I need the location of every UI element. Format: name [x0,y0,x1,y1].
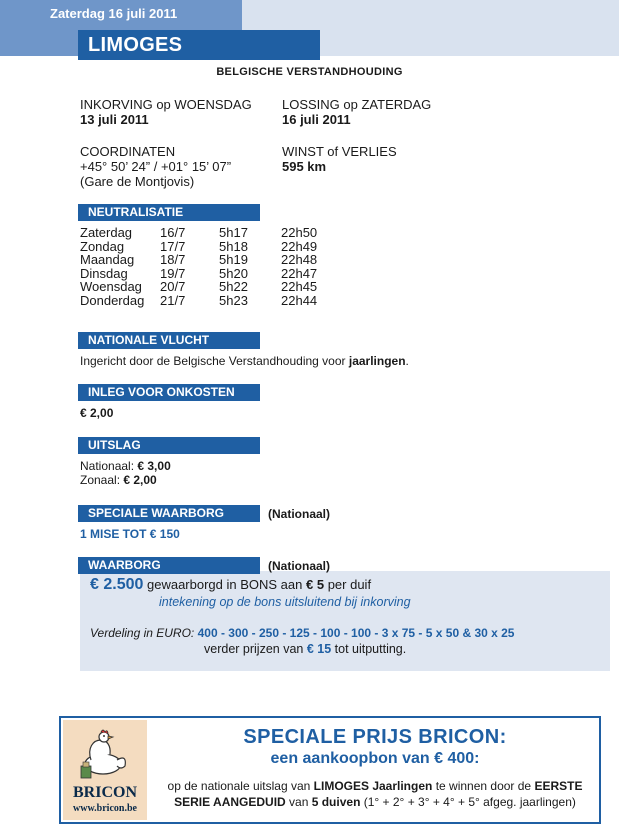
coordinaten-value: +45° 50’ 24” / +01° 15’ 07” [80,159,232,174]
bricon-t5: SERIE AANGEDUID [174,795,286,809]
hen-icon [77,726,133,782]
bricon-t8: (1° + 2° + 3° + 4° + 5° afgeg. jaarlingen) [360,795,576,809]
neutralisatie-table [80,226,361,308]
neutralisatie-row [80,267,361,281]
uitslag-heading: UITSLAG [78,437,260,454]
neutralisatie-date: 16/7 [160,225,186,240]
waarborg-note: (Nationaal) [268,559,331,573]
neutralisatie-end: 22h49 [281,238,318,254]
neutralisatie-date: 21/7 [160,292,186,308]
neutralisatie-start: 5h22 [219,279,248,295]
waarborg-amount: € 2.500 [90,576,144,593]
speciale-waarborg-value: 1 MISE TOT € 150 [80,527,180,541]
lossing-block [282,97,431,127]
uitslag-zonaal-label: Zonaal: [80,473,124,487]
waarborg-line1c: per duif [324,577,372,592]
issue-date: Zaterdag 16 juli 2011 [50,6,178,21]
bricon-t6: van [285,795,312,809]
bricon-t3: te winnen door de [432,779,535,793]
page-title: LIMOGES JAARLINGEN [78,30,320,60]
neutralisatie-date: 19/7 [160,265,186,281]
neutralisatie-end: 22h50 [281,225,318,240]
nationale-text-after: . [405,354,409,368]
bricon-t1: op de nationale uitslag van [167,779,314,793]
nationale-text-bold: jaarlingen [348,354,406,368]
bricon-promo-box [59,716,601,824]
inkorving-label: INKORVING op WOENSDAG [80,97,252,112]
waarborg-heading: WAARBORG [78,557,260,574]
neutralisatie-end: 22h45 [281,279,318,295]
uitslag-nationaal-value: € 3,00 [137,459,171,473]
speciale-waarborg-note: (Nationaal) [268,507,331,521]
neutralisatie-start: 5h19 [219,252,248,268]
neutralisatie-day: Zaterdag [80,225,133,240]
lossing-date: 16 juli 2011 [282,112,351,127]
neutralisatie-day: Woensdag [80,279,142,295]
inleg-heading: INLEG VOOR ONKOSTEN [78,384,260,401]
winst-block [282,144,397,174]
inkorving-block [80,97,252,127]
neutralisatie-day: Dinsdag [80,265,128,281]
neutralisatie-start: 5h20 [219,265,248,281]
neutralisatie-heading: NEUTRALISATIE [78,204,260,221]
neutralisatie-row [80,294,361,308]
neutralisatie-end: 22h48 [281,252,318,268]
neutralisatie-start: 5h17 [219,225,248,240]
verdeling-values: 400 - 300 - 250 - 125 - 100 - 100 - 3 x 75 - 5 x 50 & 30 x 25 [197,626,515,640]
uitslag-zonaal-value: € 2,00 [123,473,157,487]
winst-label: WINST of VERLIES [282,144,397,159]
winst-value: 595 km [282,159,327,174]
waarborg-line1b: € 5 [306,577,325,592]
neutralisatie-row [80,226,361,240]
verdeling-label: Verdeling in EURO: [90,626,198,640]
waarborg-verdeling [90,626,514,640]
inleg-value: € 2,00 [80,406,114,420]
neutralisatie-day: Maandag [80,252,135,268]
waarborg-line2: intekening op de bons uitsluitend bij inkorving [159,595,411,609]
nationale-text-before: Ingericht door de Belgische Verstandhouding voor [80,354,349,368]
bricon-t4: EERSTE [534,779,583,793]
bricon-text [153,778,597,810]
uitslag-values [80,459,171,487]
bricon-title: SPECIALE PRIJS BRICON: [243,726,507,748]
coordinaten-block [80,144,231,189]
uitslag-nationaal-label: Nationaal: [80,459,138,473]
neutralisatie-date: 20/7 [160,279,186,295]
neutralisatie-row [80,280,361,294]
neutralisatie-row [80,240,361,254]
neutralisatie-end: 22h47 [281,265,318,281]
bricon-logo-url: www.bricon.be [73,803,137,814]
neutralisatie-date: 17/7 [160,238,186,254]
nationale-vlucht-heading: NATIONALE VLUCHT [78,332,260,349]
verder-b: € 15 [306,642,332,656]
waarborg-line1 [90,576,371,594]
bricon-t7: 5 duiven [311,795,361,809]
waarborg-verder [204,642,406,656]
bricon-subtitle: een aankoopbon van € 400: [270,750,480,767]
inkorving-date: 13 juli 2011 [80,112,149,127]
organizer-subtitle: BELGISCHE VERSTANDHOUDING [216,66,403,78]
neutralisatie-start: 5h18 [219,238,248,254]
bricon-logo-name: BRICON [72,784,137,801]
waarborg-line1a: gewaarborgd in BONS aan [143,577,306,592]
coordinaten-place: (Gare de Montjovis) [80,174,195,189]
lossing-label: LOSSING op ZATERDAG [282,97,432,112]
verder-c: tot uitputting. [331,642,407,656]
bricon-logo [63,720,147,820]
neutralisatie-date: 18/7 [160,252,186,268]
verder-a: verder prijzen van [204,642,307,656]
neutralisatie-start: 5h23 [219,292,248,308]
speciale-waarborg-heading: SPECIALE WAARBORG [78,505,260,522]
neutralisatie-day: Donderdag [80,292,145,308]
neutralisatie-day: Zondag [80,238,125,254]
neutralisatie-end: 22h44 [281,292,318,308]
bricon-t2: LIMOGES Jaarlingen [313,779,433,793]
neutralisatie-row [80,253,361,267]
coordinaten-label: COORDINATEN [80,144,176,159]
nationale-vlucht-text [80,354,409,368]
